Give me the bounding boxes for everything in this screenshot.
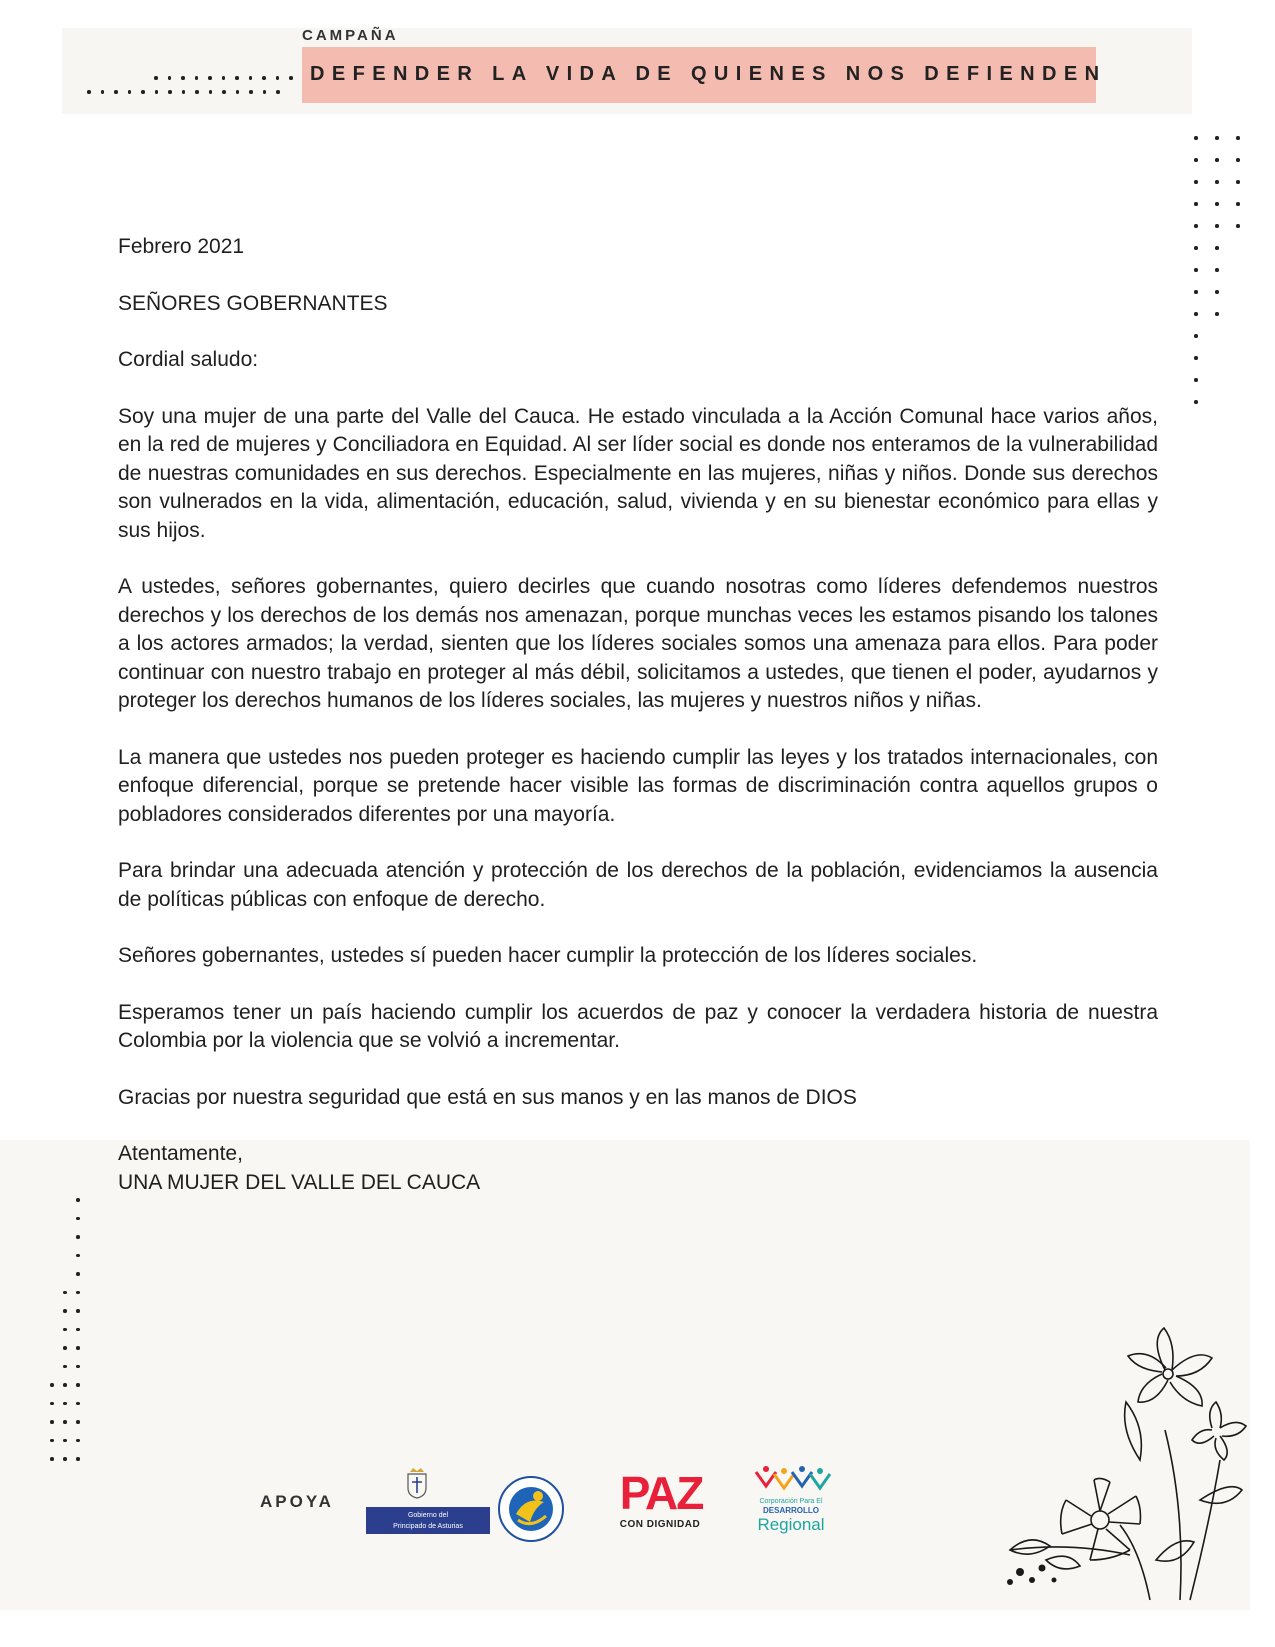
decorative-dot <box>1236 202 1240 206</box>
decorative-dot <box>128 90 132 94</box>
letter-paragraph: Para brindar una adecuada atención y protección de los derechos de la población, evidenciamos la ausencia de políticas públicas con enfoque de derecho. <box>118 859 1158 911</box>
asturias-logo <box>366 1507 490 1534</box>
decorative-dot <box>1194 290 1198 294</box>
letter-date: Febrero 2021 <box>118 235 245 258</box>
decorative-dot <box>1194 334 1198 338</box>
decorative-dot <box>1215 246 1219 250</box>
decorative-dot <box>76 1291 80 1295</box>
decorative-dot <box>1215 268 1219 272</box>
decorative-dot <box>63 1328 67 1332</box>
letter-signature: UNA MUJER DEL VALLE DEL CAUCA <box>118 1170 481 1194</box>
decorative-dot <box>50 1383 54 1387</box>
decorative-dot <box>154 76 158 80</box>
decorative-dot <box>1194 202 1198 206</box>
decorative-dot <box>63 1346 67 1350</box>
decorative-dot <box>209 90 213 94</box>
decorative-dot <box>50 1439 54 1443</box>
decorative-dot <box>222 90 226 94</box>
letter-paragraph: La manera que ustedes nos pueden proteger es haciendo cumplir las leyes y los tratados internacionales, con enfoque diferencial, porque se pretende hacer visible las formas de discriminación contra aquellos grupos o pobladores considerados diferentes por una mayoría. <box>118 745 1158 826</box>
decorative-dot <box>262 76 266 80</box>
decorative-dot <box>114 90 118 94</box>
decorative-dot <box>50 1402 54 1406</box>
decorative-dot <box>76 1402 80 1406</box>
decorative-dot <box>1215 180 1219 184</box>
decorative-dot <box>50 1420 54 1424</box>
decorative-dot <box>1215 202 1219 206</box>
decorative-dot <box>1194 180 1198 184</box>
decorative-dot <box>1194 312 1198 316</box>
paz-logo-word: PAZ <box>619 1467 703 1519</box>
decorative-dot <box>1194 378 1198 382</box>
decorative-dot <box>63 1439 67 1443</box>
decorative-dot <box>141 90 145 94</box>
decorative-dot <box>1215 158 1219 162</box>
decorative-dot <box>76 1420 80 1424</box>
decorative-dot <box>76 1254 80 1258</box>
support-label: APOYA <box>260 1492 334 1511</box>
decorative-dot <box>76 1272 80 1276</box>
letter-paragraph: Gracias por nuestra seguridad que está en sus manos y en las manos de DIOS <box>118 1085 857 1109</box>
decorative-dot <box>63 1457 67 1461</box>
decorative-dot <box>63 1420 67 1424</box>
decorative-dot <box>1215 136 1219 140</box>
decorative-dot <box>76 1217 80 1221</box>
letter-paragraph: Señores gobernantes, ustedes sí pueden hacer cumplir la protección de los líderes sociales. <box>118 944 978 967</box>
decorative-dot <box>1215 290 1219 294</box>
decorative-dot <box>249 90 253 94</box>
asturias-logo-line2: Principado de Asturias <box>393 1523 463 1530</box>
regional-logo-line2: DESARROLLO <box>763 1506 819 1515</box>
decorative-dot <box>76 1309 80 1313</box>
decorative-dot <box>76 1439 80 1443</box>
decorative-dot <box>76 1383 80 1387</box>
decorative-dot <box>1236 180 1240 184</box>
decorative-dot <box>155 90 159 94</box>
decorative-dot <box>63 1291 67 1295</box>
paz-logo-subtitle: CON DIGNIDAD <box>619 1519 701 1530</box>
decorative-dot <box>1194 224 1198 228</box>
decorative-dot <box>76 1457 80 1461</box>
campaign-label: CAMPAÑA <box>302 27 399 44</box>
decorative-dot <box>63 1309 67 1313</box>
decorative-dot <box>1194 400 1198 404</box>
decorative-dot <box>101 90 105 94</box>
decorative-dot <box>1194 136 1198 140</box>
decorative-dot <box>208 76 212 80</box>
regional-logo-line3: Regional <box>757 1515 825 1534</box>
decorative-dot <box>289 76 293 80</box>
letter-paragraph: A ustedes, señores gobernantes, quiero decirles que cuando nosotras como líderes defendemos nuestros derechos y los derechos de los demás nos amenazan, porque munchas veces les estamos pisando los talones a los actores armados; la verdad, sienten que los líderes sociales somos una amenaza para ellos. Para poder continuar con nuestro trabajo en proteger al más débil, solicitamos a ustedes, que tienen el poder, ayudarnos y proteger los derechos humanos de los líderes sociales, las mujeres y nuestros niños y niñas. <box>118 575 1158 712</box>
decorative-dot <box>168 90 172 94</box>
decorative-dot <box>1236 136 1240 140</box>
regional-figures-icon <box>752 1464 832 1496</box>
decorative-dot <box>222 76 226 80</box>
decorative-dot <box>50 1457 54 1461</box>
decorative-dot <box>1236 224 1240 228</box>
decorative-dot <box>63 1383 67 1387</box>
decorative-dot <box>168 76 172 80</box>
regional-logo-text <box>746 1497 836 1535</box>
decorative-dot <box>263 90 267 94</box>
network-circle-logo-icon <box>496 1474 566 1544</box>
decorative-dot <box>276 90 280 94</box>
decorative-dot <box>63 1365 67 1369</box>
decorative-dot <box>76 1346 80 1350</box>
asturias-crest-icon <box>405 1466 429 1500</box>
decorative-dot <box>87 90 91 94</box>
letter-greeting: Cordial saludo: <box>118 348 259 371</box>
letter-addressee: SEÑORES GOBERNANTES <box>118 291 388 315</box>
decorative-dot <box>1194 268 1198 272</box>
decorative-dot <box>1194 158 1198 162</box>
decorative-dot <box>235 76 239 80</box>
letter-paragraph: Esperamos tener un país haciendo cumplir los acuerdos de paz y conocer la verdadera historia de nuestra Colombia por la violencia que se volvió a incrementar. <box>118 1000 1158 1052</box>
decorative-dot <box>63 1402 67 1406</box>
decorative-dot <box>249 76 253 80</box>
decorative-dot <box>76 1365 80 1369</box>
decorative-dot <box>76 1235 80 1239</box>
decorative-dot <box>76 1198 80 1202</box>
letter-body <box>118 233 1158 1197</box>
decorative-dot <box>1194 356 1198 360</box>
letter-closing: Atentamente, <box>118 1142 243 1165</box>
decorative-dot <box>1194 246 1198 250</box>
campaign-title: DEFENDER LA VIDA DE QUIENES NOS DEFIENDEN <box>310 63 1107 85</box>
letter-paragraph: Soy una mujer de una parte del Valle del Cauca. He estado vinculada a la Acción Comunal hace varios años, en la red de mujeres y Conciliadora en Equidad. Al ser líder social es donde nos enteramos de la vulnerabilidad de nuestras comunidades en sus derechos. Especialmente en las mujeres, niñas y niños. Donde sus derechos son vulnerados en la vida, alimentación, educación, salud, vivienda y en su bienestar económico para ellas y sus hijos. <box>118 404 1158 542</box>
decorative-dot <box>1215 224 1219 228</box>
decorative-dot <box>1236 158 1240 162</box>
decorative-dot <box>181 76 185 80</box>
decorative-dot <box>276 76 280 80</box>
decorative-dot <box>195 90 199 94</box>
asturias-logo-line1: Gobierno del <box>407 1512 449 1519</box>
decorative-dot <box>236 90 240 94</box>
decorative-dot <box>76 1328 80 1332</box>
floral-illustration <box>950 1310 1250 1610</box>
decorative-dot <box>195 76 199 80</box>
regional-logo-line1: Corporación Para El <box>759 1498 823 1505</box>
decorative-dot <box>182 90 186 94</box>
decorative-dot <box>1215 312 1219 316</box>
